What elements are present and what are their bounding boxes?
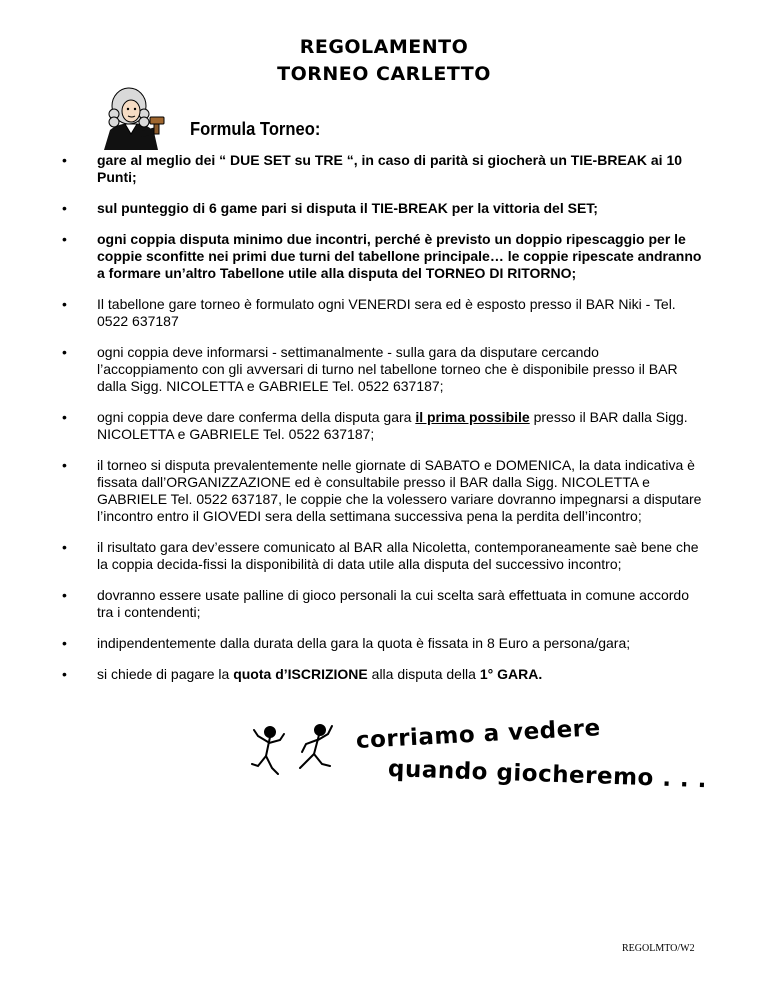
bullet-icon: • bbox=[62, 231, 67, 247]
bullet-icon: • bbox=[62, 409, 67, 425]
rule-text: il risultato gara dev’essere comunicato al BAR alla Nicoletta, contemporaneamente saè bene che la coppia decida-fissi la disponibilità di data utile alla disputa del successivo incontro; bbox=[97, 539, 699, 572]
page-subtitle-tournament: TORNEO CARLETTO bbox=[277, 63, 491, 85]
bullet-icon: • bbox=[62, 635, 67, 651]
list-item bbox=[0, 231, 702, 282]
list-item bbox=[0, 409, 702, 443]
rule-text: si chiede di pagare la bbox=[97, 666, 234, 682]
list-item bbox=[0, 152, 702, 186]
rule-text: dovranno essere usate palline di gioco personali la cui scelta sarà effettuata in comune accordo tra i contendenti; bbox=[97, 587, 689, 620]
document-code: REGOLMTO/W2 bbox=[622, 943, 695, 954]
rule-text: Il tabellone gare torneo è formulato ogni VENERDI sera ed è esposto presso il BAR Niki - Tel. 0522 637187 bbox=[97, 296, 676, 329]
section-heading-formula: Formula Torneo: bbox=[190, 119, 321, 139]
list-item bbox=[0, 666, 702, 683]
rule-emphasis: quota d’ISCRIZIONE bbox=[233, 666, 368, 682]
list-item bbox=[0, 344, 702, 395]
bullet-icon: • bbox=[62, 152, 67, 168]
rule-text: indipendentemente dalla durata della gara la quota è fissata in 8 Euro a persona/gara; bbox=[97, 635, 631, 651]
rule-text: sul punteggio di 6 game pari si disputa il TIE-BREAK per la vittoria del SET; bbox=[97, 200, 598, 216]
bullet-icon: • bbox=[62, 587, 67, 603]
rule-text: ogni coppia deve informarsi - settimanalmente - sulla gara da disputare cercando l’accoppiamento con gli avversari di turno nel tabellone torneo che è disponibile presso il BAR dalla Sigg. NICOLETTA e GABRIELE Tel. 0522 637187; bbox=[97, 344, 678, 394]
bullet-icon: • bbox=[62, 296, 67, 312]
rule-emphasis: il prima possibile bbox=[415, 409, 530, 425]
list-item bbox=[0, 457, 702, 525]
rule-text: presso il BAR dalla Sigg. NICOLETTA e GABRIELE Tel. 0522 637187; bbox=[97, 409, 688, 442]
rule-text: gare al meglio dei “ DUE SET su TRE “, in caso di parità si giocherà un TIE-BREAK ai 10 Punti; bbox=[97, 152, 683, 185]
judge-with-gavel-icon bbox=[98, 84, 168, 152]
bullet-icon: • bbox=[62, 539, 67, 555]
list-item bbox=[0, 296, 702, 330]
rule-text: il torneo si disputa prevalentemente nelle giornate di SABATO e DOMENICA, la data indicativa è fissata dall’ORGANIZZAZIONE ed è consultabile presso il BAR dalla Sigg. NICOLETTA e GABRIELE Tel. 0522 637187, le coppie che la volessero variare dovranno impegnarsi a disputare l’incontro entro il GIOVEDI sera della settimana successiva pena la perdita dell’incontro; bbox=[97, 457, 702, 524]
running-figures-icon bbox=[248, 722, 348, 784]
bullet-icon: • bbox=[62, 457, 67, 473]
rule-emphasis: 1° GARA. bbox=[479, 666, 543, 682]
bullet-icon: • bbox=[62, 344, 67, 360]
page-title: REGOLAMENTO bbox=[299, 36, 469, 58]
bullet-icon: • bbox=[62, 666, 67, 682]
bullet-icon: • bbox=[62, 200, 67, 216]
list-item bbox=[0, 635, 702, 652]
slogan-line-2: quando giocheremo . . . bbox=[387, 756, 708, 794]
slogan-line-1: corriamo a vedere bbox=[355, 715, 602, 754]
list-item bbox=[0, 200, 702, 217]
rule-text: ogni coppia disputa minimo due incontri, perché è previsto un doppio ripescaggio per le coppie sconfitte nei primi due turni del tabellone principale… le coppie ripescate andranno a formare un’altro Tabellone utile alla disputa del TORNEO DI RITORNO; bbox=[97, 231, 702, 281]
rule-text: alla disputa della bbox=[367, 666, 480, 682]
rules-list bbox=[0, 152, 768, 697]
list-item bbox=[0, 587, 702, 621]
list-item bbox=[0, 539, 702, 573]
rule-text: ogni coppia deve dare conferma della disputa gara bbox=[97, 409, 416, 425]
